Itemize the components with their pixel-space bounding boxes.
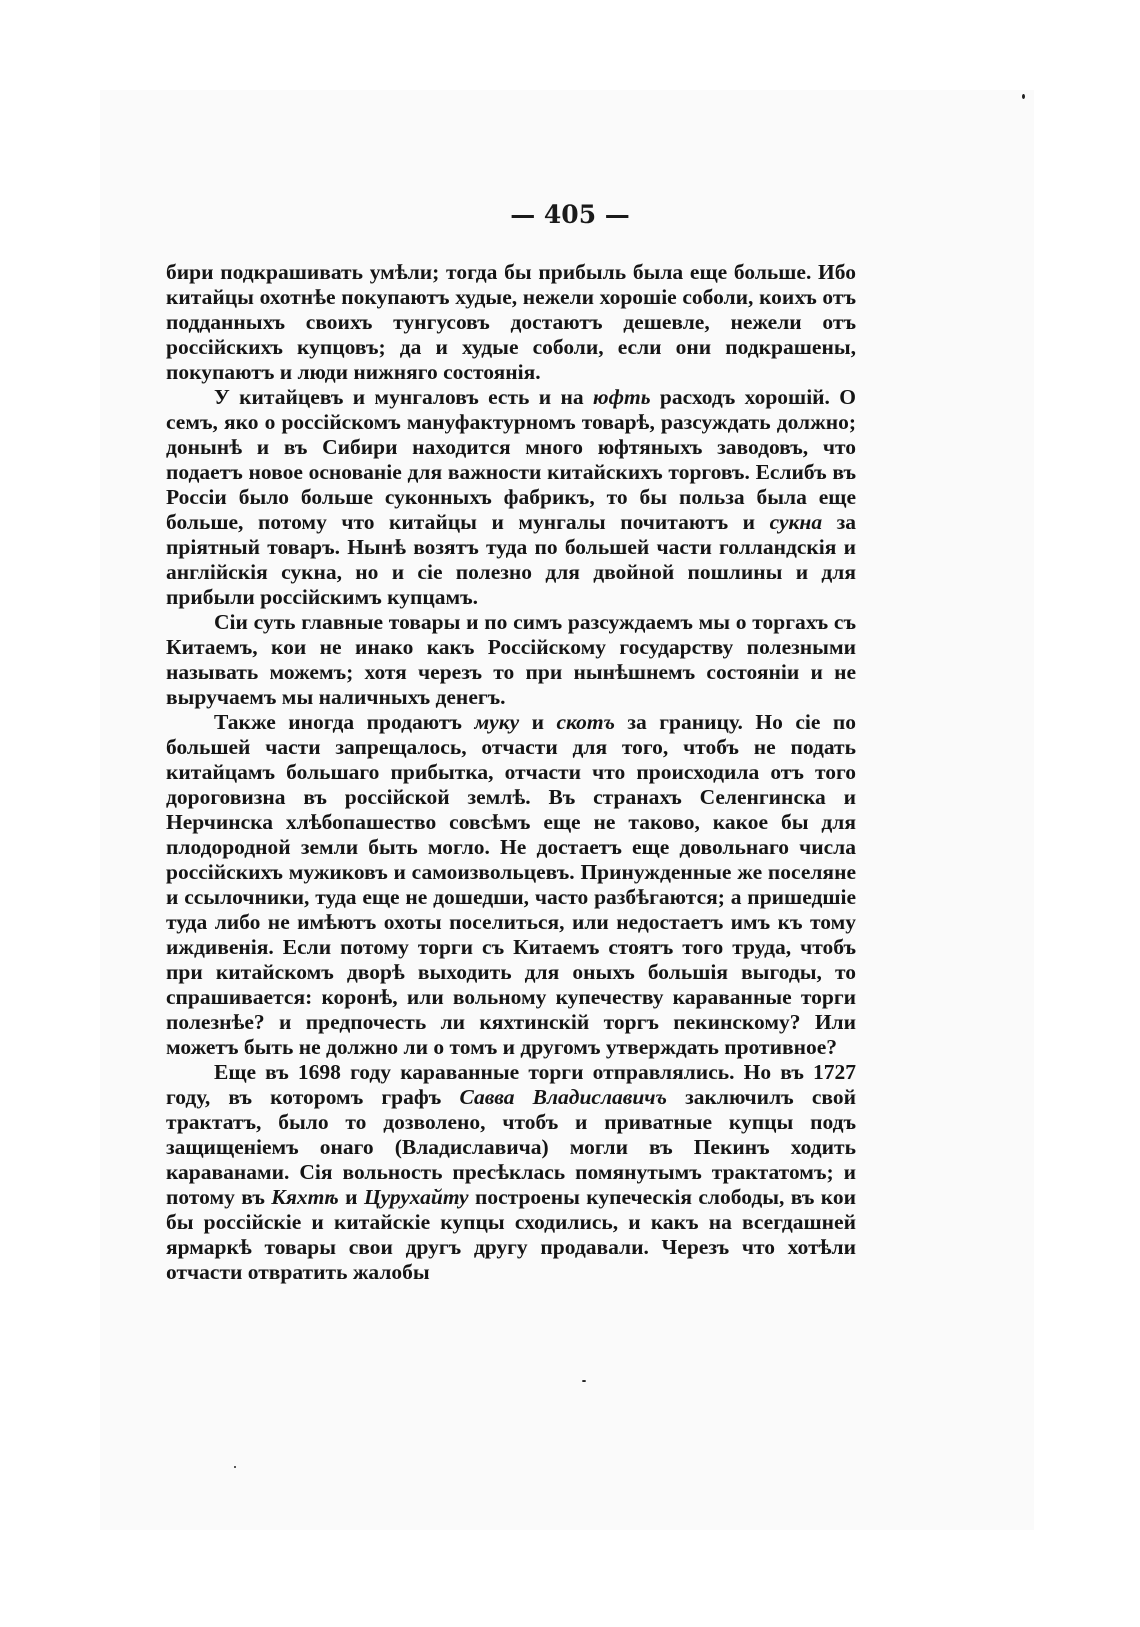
text-run: за пріятный товаръ. Нынѣ возятъ туда по большей части голландскія и англійскія сукна, но и сіе полезно для двойной пошлины и для прибыли россійскимъ купцамъ. — [166, 510, 857, 609]
text-run: заключилъ свой трактатъ, было то дозволено, чтобъ и приватные купцы подъ защищеніемъ онаго (Владиславича) могли въ Пекинъ ходить караванами. Сія вольность пресѣклась помянутымъ трактатомъ; и потому въ — [166, 1085, 856, 1209]
italic-term: скотъ — [556, 710, 615, 734]
page-number: — 405 — — [510, 200, 630, 229]
text-run: расходъ хорошій. О семъ, яко о россійскомъ мануфактурномъ товарѣ, разсуждать должно; донынѣ и въ Сибири находится много юфтяныхъ заводовъ, что подаетъ новое основаніе для важности китайскихъ торговъ. Еслибъ въ Россіи было больше суконныхъ фабрикъ, то бы польза была еще больше, потому что китайцы и мунгалы почитаютъ и — [166, 385, 856, 534]
italic-term: Цурухайту — [363, 1185, 469, 1209]
paragraph — [166, 710, 856, 1060]
text-run: Еще въ 1698 году караванные торги отправлялись. Но въ 1727 году, въ которомъ графъ — [166, 1060, 856, 1109]
text-run: Сіи суть главные товары и по симъ разсуждаемъ мы о торгахъ съ Китаемъ, кои не инако какъ Россійскому государству полезными называть можемъ; хотя черезъ то при нынѣшнемъ состояніи и не выручаемъ мы наличныхъ денегъ. — [166, 610, 856, 709]
scan-speck — [1022, 94, 1025, 99]
text-run: У китайцевъ и мунгаловъ есть и на — [214, 385, 593, 409]
paragraph — [166, 1060, 856, 1285]
text-run: и — [338, 1185, 364, 1209]
italic-term: Савва Владиславичъ — [459, 1085, 667, 1109]
scan-speck — [234, 1466, 236, 1468]
italic-term: Кяхтѣ — [271, 1185, 339, 1209]
scan-speck — [582, 1380, 586, 1382]
paragraph — [166, 385, 856, 610]
italic-term: муку — [474, 710, 520, 734]
body-text — [166, 260, 856, 1285]
italic-term: сукна — [769, 510, 823, 534]
italic-term: юфть — [592, 385, 651, 409]
text-run: бири подкрашивать умѣли; тогда бы прибыль была еще больше. Ибо китайцы охотнѣе покупаютъ худые, нежели хорошіе соболи, коихъ отъ подданныхъ своихъ тунгусовъ достаютъ дешевле, нежели отъ россійскихъ купцовъ; да и худые соболи, если они подкрашены, покупаютъ и люди нижняго состоянія. — [166, 260, 856, 384]
text-run: Также иногда продаютъ — [214, 710, 475, 734]
paragraph — [166, 610, 856, 710]
text-run: и — [519, 710, 557, 734]
text-run: построены купеческія слободы, въ кои бы россійскіе и китайскіе купцы сходились, и какъ на всегдашней ярмаркѣ товары свои другъ другу продавали. Черезъ что хотѣли отчасти отвратить жалобы — [166, 1185, 856, 1284]
paragraph — [166, 260, 856, 385]
text-run: за границу. Но сіе по большей части запрещалось, отчасти для того, чтобъ не подать китайцамъ большаго прибытка, отчасти что происходила отъ того дороговизна въ россійской землѣ. Въ странахъ Селенгинска и Нерчинска хлѣбопашество совсѣмъ еще не таково, какое бы для плодородной земли быть могло. Не достаетъ еще довольнаго числа россійскихъ мужиковъ и самоизвольцевъ. Принужденные же поселяне и ссылочники, туда еще не дошедши, часто разбѣгаются; а пришедшіе туда либо не имѣютъ охоты поселиться, или недостаетъ имъ къ тому иждивенія. Если потому торги съ Китаемъ стоятъ того труда, чтобъ при китайскомъ дворѣ выходить для оныхъ большія выгоды, то спрашивается: коронѣ, или вольному купечеству караванные торги полезнѣе? и предпочесть ли кяхтинскій торгъ пекинскому? Или можетъ быть не должно ли о томъ и другомъ утверждать противное? — [166, 710, 857, 1059]
